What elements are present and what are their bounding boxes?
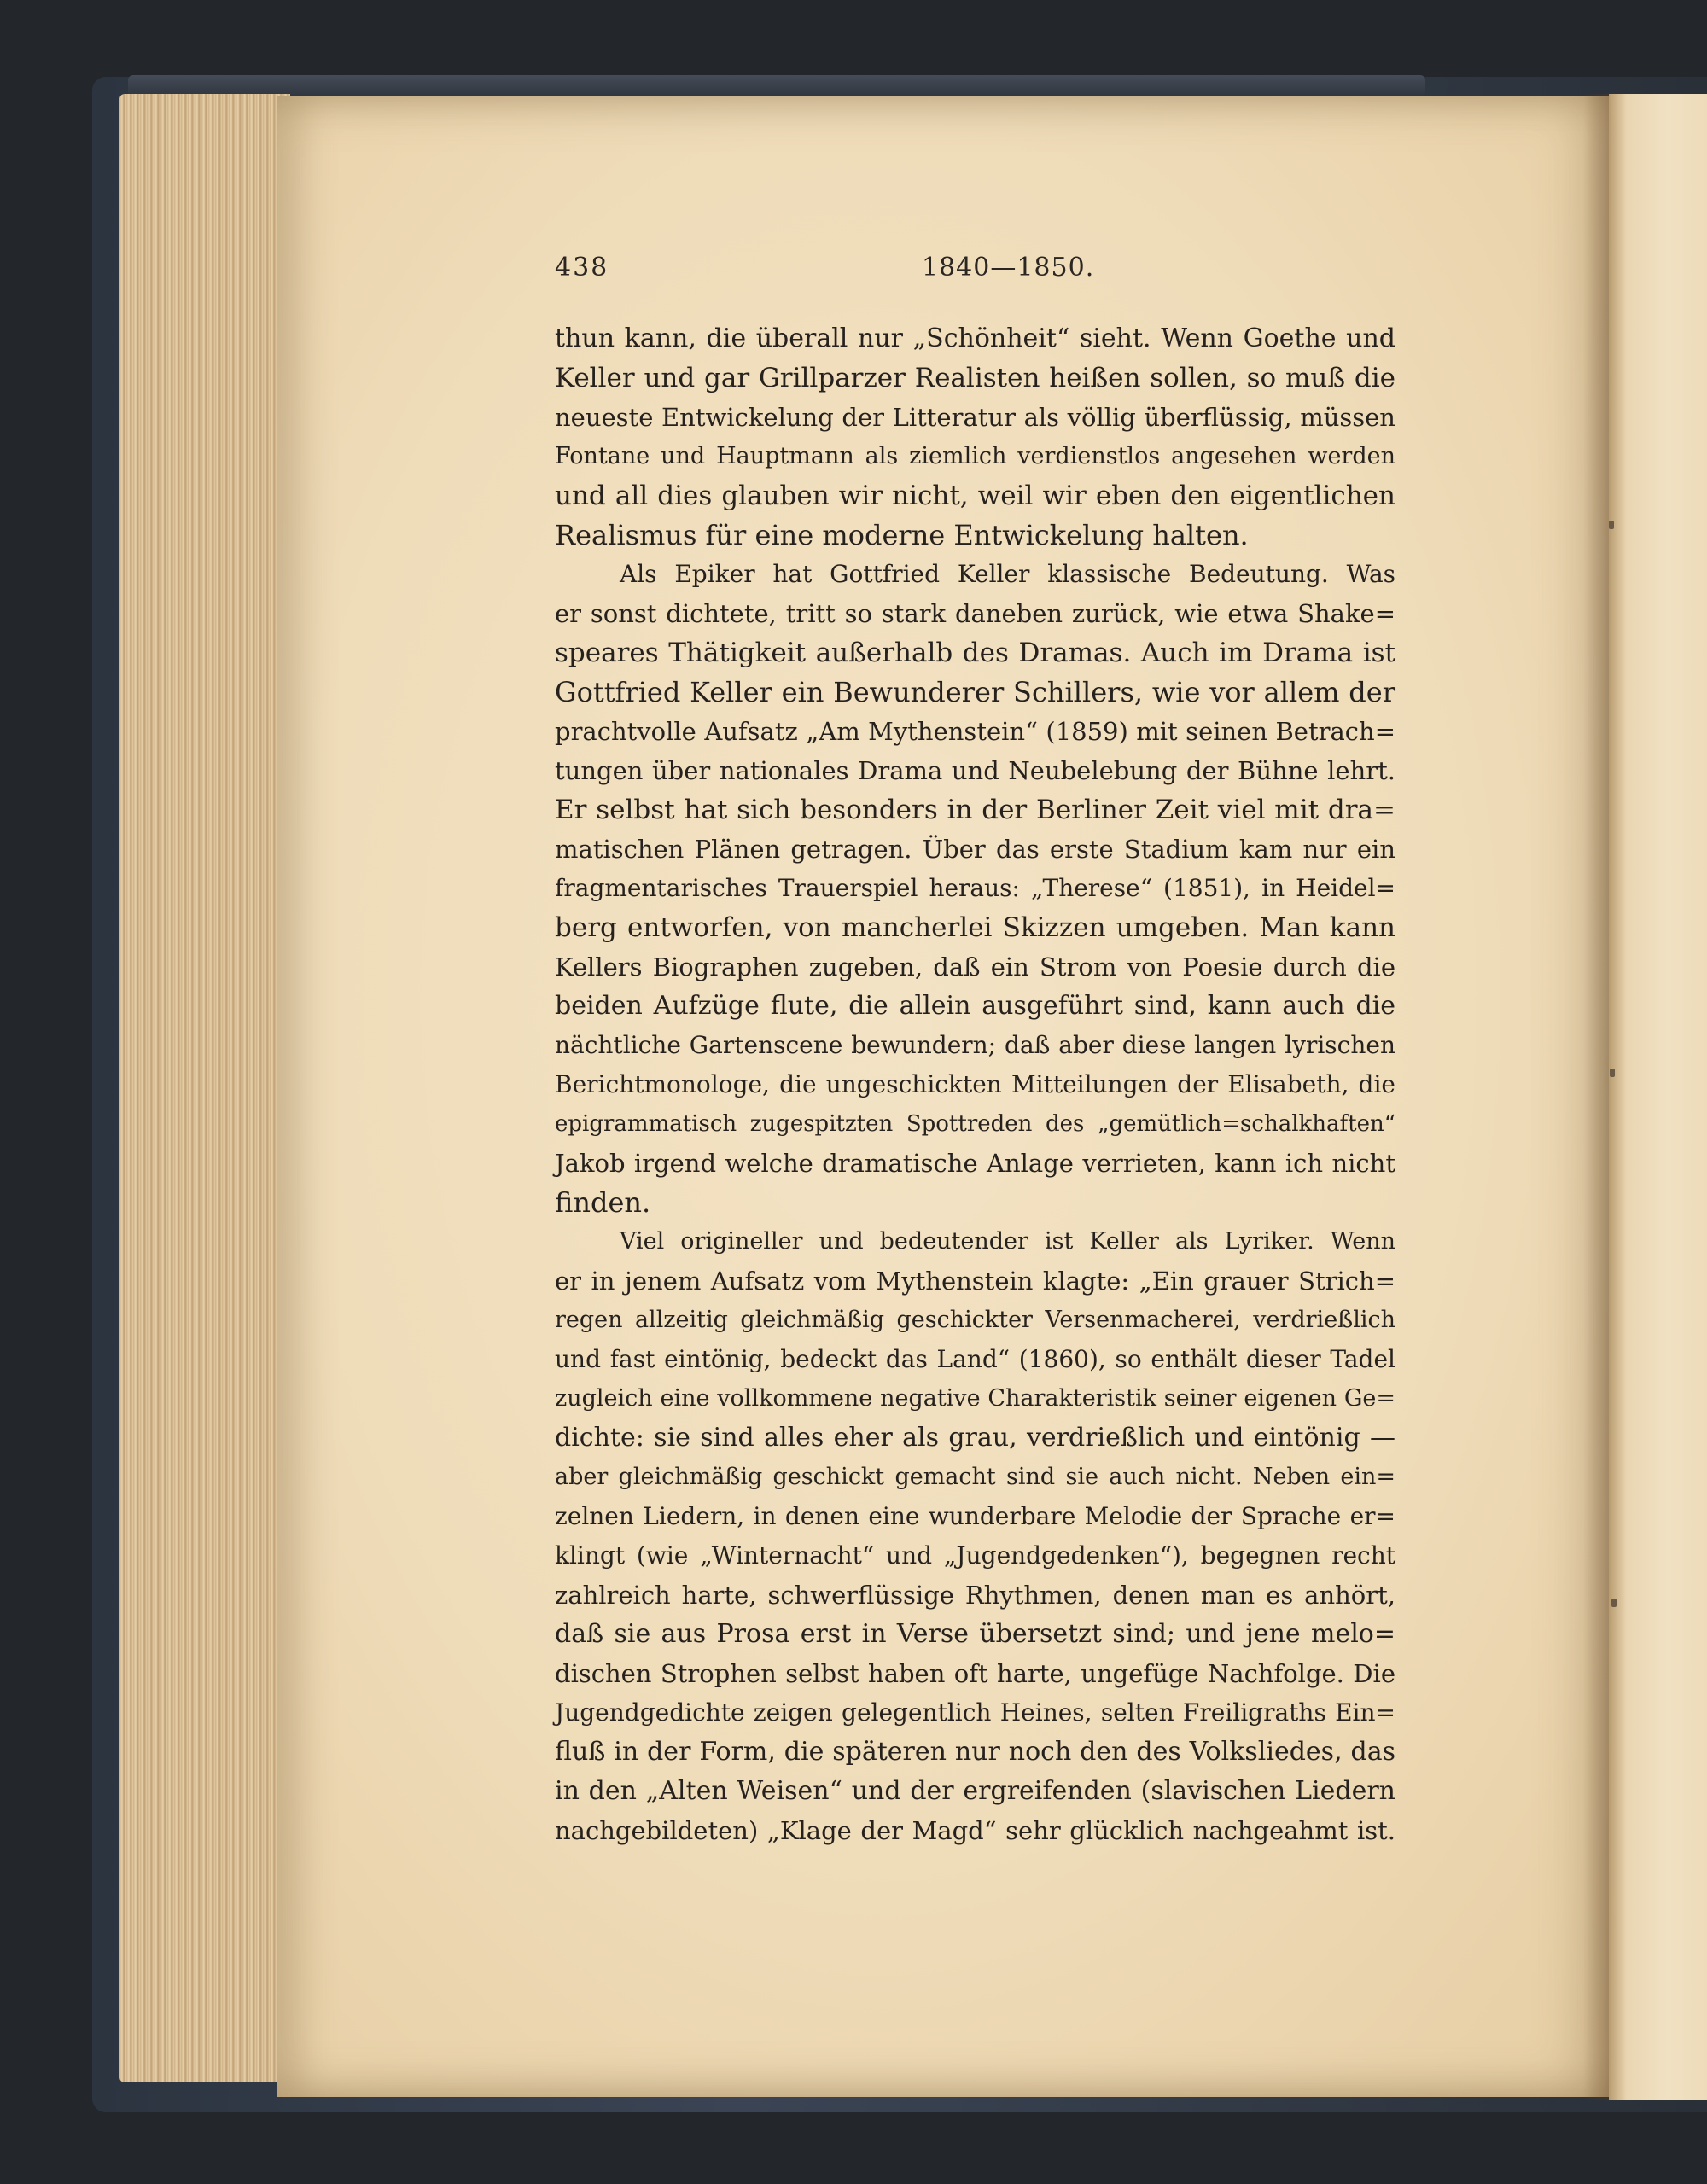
text-line: zelnen Liedern, in denen eine wunderbare Melodie der Sprache er= bbox=[555, 1502, 1395, 1530]
text-line: zugleich eine vollkommene negative Charakteristik seiner eigenen Ge= bbox=[555, 1385, 1395, 1412]
text-line: dichte: sie sind alles eher als grau, verdrießlich und eintönig — bbox=[555, 1423, 1395, 1453]
text-line: Viel origineller und bedeutender ist Keller als Lyriker. Wenn bbox=[620, 1228, 1395, 1255]
text-line: klingt (wie „Winternacht“ und „Jugendgedenken“), begegnen recht bbox=[555, 1541, 1395, 1570]
text-line: thun kann, die überall nur „Schönheit“ sieht. Wenn Goethe und bbox=[555, 323, 1395, 353]
text-line: prachtvolle Aufsatz „Am Mythenstein“ (1859) mit seinen Betrach= bbox=[555, 717, 1395, 746]
text-line: tungen über nationales Drama und Neubelebung der Bühne lehrt. bbox=[555, 756, 1395, 785]
text-line: fluß in der Form, die späteren nur noch den des Volksliedes, das bbox=[555, 1737, 1395, 1767]
text-line: neueste Entwickelung der Litteratur als völlig überflüssig, müssen bbox=[555, 403, 1395, 432]
text-line: und all dies glauben wir nicht, weil wir eben den eigentlichen bbox=[555, 480, 1395, 511]
book-spine-top bbox=[128, 75, 1425, 97]
margin-mark bbox=[1609, 521, 1614, 529]
text-line: Als Epiker hat Gottfried Keller klassische Bedeutung. Was bbox=[620, 560, 1395, 588]
text-line: Fontane und Hauptmann als ziemlich verdienstlos angesehen werden bbox=[555, 443, 1395, 469]
page-header bbox=[555, 253, 1395, 295]
text-line: nächtliche Gartenscene bewundern; daß aber diese langen lyrischen bbox=[555, 1031, 1395, 1059]
text-line: Jugendgedichte zeigen gelegentlich Heines, selten Freiligraths Ein= bbox=[555, 1698, 1395, 1727]
text-line: er in jenem Aufsatz vom Mythenstein klagte: „Ein grauer Strich= bbox=[555, 1267, 1395, 1296]
text-line: beiden Aufzüge flute, die allein ausgeführt sind, kann auch die bbox=[555, 991, 1395, 1021]
text-line: Kellers Biographen zugeben, daß ein Strom von Poesie durch die bbox=[555, 952, 1395, 981]
text-line: in den „Alten Weisen“ und der ergreifenden (slavischen Liedern bbox=[555, 1776, 1395, 1806]
text-line: Keller und gar Grillparzer Realisten heißen sollen, so muß die bbox=[555, 363, 1395, 393]
text-line: nachgebildeten) „Klage der Magd“ sehr glücklich nachgeahmt ist. bbox=[555, 1816, 1395, 1845]
text-line: berg entworfen, von mancherlei Skizzen umgeben. Man kann bbox=[555, 912, 1395, 943]
text-line: speares Thätigkeit außerhalb des Dramas. Auch im Drama ist bbox=[555, 638, 1395, 668]
text-line: finden. bbox=[555, 1186, 651, 1219]
body-text bbox=[555, 319, 1395, 1850]
text-line: Gottfried Keller ein Bewunderer Schillers, wie vor allem der bbox=[555, 676, 1395, 708]
margin-mark bbox=[1610, 1069, 1615, 1077]
text-line: aber gleichmäßig geschickt gemacht sind sie auch nicht. Neben ein= bbox=[555, 1464, 1395, 1490]
running-head: 1840—1850. bbox=[922, 253, 1095, 282]
page-edges bbox=[119, 94, 290, 2082]
text-line: Er selbst hat sich besonders in der Berliner Zeit viel mit dra= bbox=[555, 795, 1395, 825]
text-line: fragmentarisches Trauerspiel heraus: „Therese“ (1851), in Heidel= bbox=[555, 874, 1395, 902]
text-line: und fast eintönig, bedeckt das Land“ (1860), so enthält dieser Tadel bbox=[555, 1345, 1395, 1373]
page-number: 438 bbox=[555, 253, 609, 282]
text-line: Berichtmonologe, die ungeschickten Mitteilungen der Elisabeth, die bbox=[555, 1070, 1395, 1098]
text-line: er sonst dichtete, tritt so stark daneben zurück, wie etwa Shake= bbox=[555, 599, 1395, 628]
text-line: Realismus für eine moderne Entwickelung halten. bbox=[555, 519, 1249, 551]
text-line: zahlreich harte, schwerflüssige Rhythmen, denen man es anhört, bbox=[555, 1581, 1395, 1610]
text-line: epigrammatisch zugespitzten Spottreden des „gemütlich=schalkhaften“ bbox=[555, 1111, 1395, 1137]
text-line: Jakob irgend welche dramatische Anlage verrieten, kann ich nicht bbox=[555, 1149, 1395, 1178]
text-line: matischen Plänen getragen. Über das erste Stadium kam nur ein bbox=[555, 835, 1395, 864]
text-line: regen allzeitig gleichmäßig geschickter Versenmacherei, verdrießlich bbox=[555, 1307, 1395, 1333]
margin-mark bbox=[1611, 1599, 1617, 1607]
text-line: daß sie aus Prosa erst in Verse übersetzt sind; und jene melo= bbox=[555, 1619, 1395, 1649]
text-line: dischen Strophen selbst haben oft harte, ungefüge Nachfolge. Die bbox=[555, 1659, 1395, 1688]
facing-page bbox=[1609, 94, 1707, 2100]
